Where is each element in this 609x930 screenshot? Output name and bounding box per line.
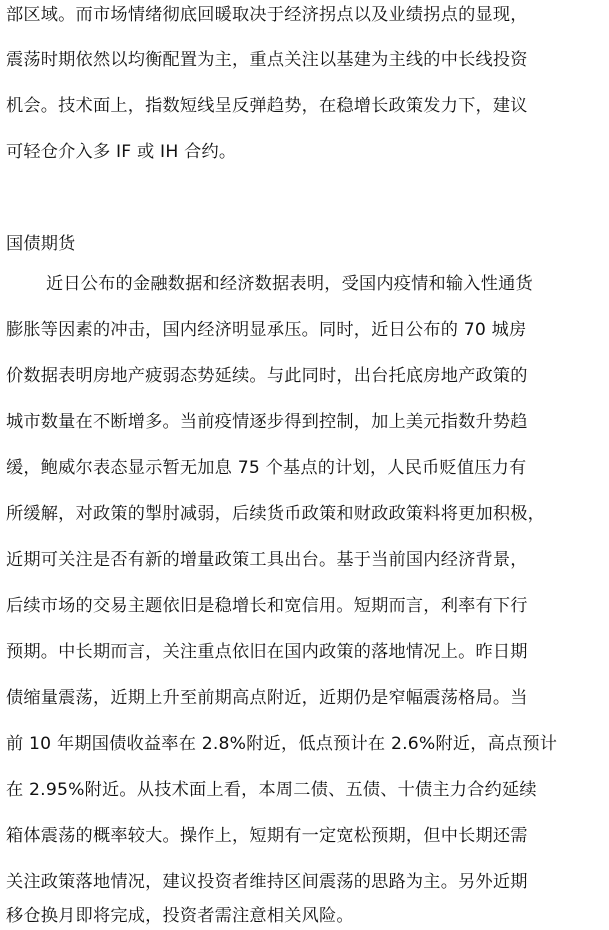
body-text-line: 近日公布的金融数据和经济数据表明，受国内疫情和输入性通货 bbox=[46, 274, 533, 294]
body-text-line: 价数据表明房地产疲弱态势延续。与此同时，出台托底房地产政策的 bbox=[6, 366, 528, 386]
body-text-line: 膨胀等因素的冲击，国内经济明显承压。同时，近日公布的 70 城房 bbox=[6, 320, 527, 340]
body-text-line: 所缓解，对政策的掣肘减弱，后续货币政策和财政政策料将更加积极， bbox=[6, 504, 546, 524]
body-text-line: 后续市场的交易主题依旧是稳增长和宽信用。短期而言，利率有下行 bbox=[6, 596, 528, 616]
body-text-line: 预期。中长期而言，关注重点依旧在国内政策的落地情况上。昨日期 bbox=[6, 642, 528, 662]
body-text-line: 城市数量在不断增多。当前疫情逐步得到控制，加上美元指数升势趋 bbox=[6, 412, 528, 432]
body-text-line: 债缩量震荡，近期上升至前期高点附近，近期仍是窄幅震荡格局。当 bbox=[6, 688, 528, 708]
section-heading: 国债期货 bbox=[6, 234, 76, 254]
body-text-line: 关注政策落地情况，建议投资者维持区间震荡的思路为主。另外近期 bbox=[6, 872, 528, 892]
body-text-line: 缓，鲍威尔表态显示暂无加息 75 个基点的计划，人民币贬值压力有 bbox=[6, 458, 527, 478]
body-text-line: 箱体震荡的概率较大。操作上，短期有一定宽松预期，但中长期还需 bbox=[6, 826, 528, 846]
body-text-line: 近期可关注是否有新的增量政策工具出台。基于当前国内经济背景， bbox=[6, 550, 528, 570]
body-text-line: 部区域。而市场情绪彻底回暖取决于经济拐点以及业绩拐点的显现， bbox=[6, 5, 528, 25]
body-text-line: 移仓换月即将完成，投资者需注意相关风险。 bbox=[6, 906, 354, 926]
body-text-line: 前 10 年期国债收益率在 2.8%附近，低点预计在 2.6%附近，高点预计 bbox=[6, 734, 558, 754]
body-text-line: 震荡时期依然以均衡配置为主，重点关注以基建为主线的中长线投资 bbox=[6, 50, 528, 70]
body-text-line: 机会。技术面上，指数短线呈反弹趋势，在稳增长政策发力下，建议 bbox=[6, 96, 528, 116]
body-text-line: 可轻仓介入多 IF 或 IH 合约。 bbox=[6, 142, 237, 162]
body-text-line: 在 2.95%附近。从技术面上看，本周二债、五债、十债主力合约延续 bbox=[6, 780, 537, 800]
